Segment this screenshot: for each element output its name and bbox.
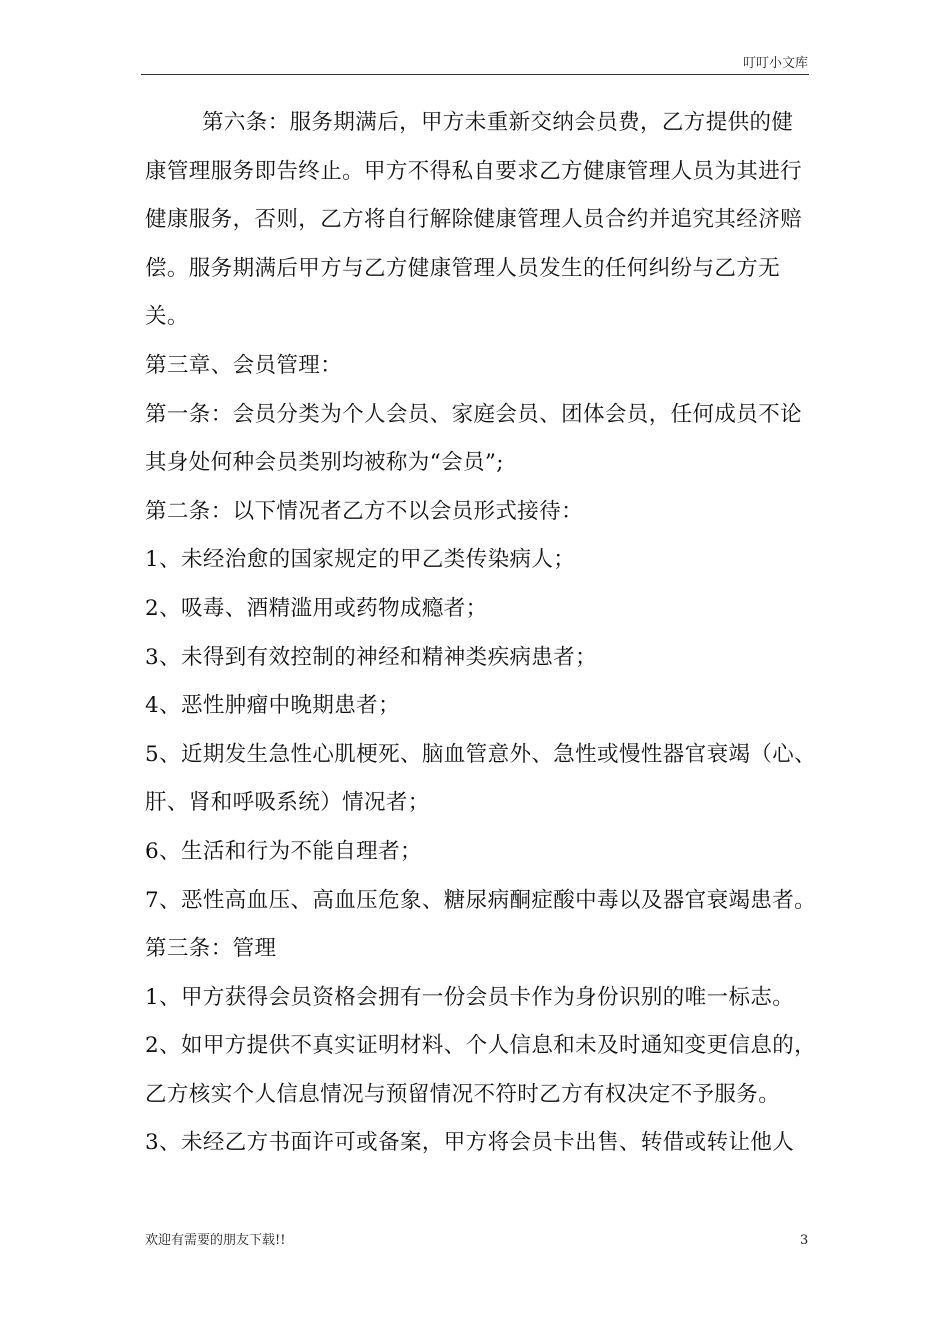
paragraph-line: 康管理服务即告终止。甲方不得私自要求乙方健康管理人员为其进行 xyxy=(145,158,803,184)
header-site-name: 叮叮小文库 xyxy=(742,56,808,71)
footer-note: 欢迎有需要的朋友下载!! xyxy=(145,1233,286,1248)
list-item: 2、如甲方提供不真实证明材料、个人信息和未及时通知变更信息的， xyxy=(145,1033,817,1059)
paragraph-line: 第六条：服务期满后，甲方未重新交纳会员费，乙方提供的健 xyxy=(202,110,794,135)
list-item: 4、恶性肿瘤中晚期患者； xyxy=(145,693,400,719)
header-divider xyxy=(141,74,809,75)
paragraph-line: 关。 xyxy=(145,304,189,330)
document-body xyxy=(145,99,817,1168)
paragraph-line: 第二条：以下情况者乙方不以会员形式接待： xyxy=(145,498,584,524)
list-item: 乙方核实个人信息情况与预留情况不符时乙方有权决定不予服务。 xyxy=(145,1081,781,1107)
paragraph-line: 偿。服务期满后甲方与乙方健康管理人员发生的任何纠纷与乙方无 xyxy=(145,255,781,281)
paragraph-line: 健康服务，否则，乙方将自行解除健康管理人员合约并追究其经济赔 xyxy=(145,207,803,233)
list-item: 3、未得到有效控制的神经和精神类疾病患者； xyxy=(145,644,598,670)
list-item: 1、未经治愈的国家规定的甲乙类传染病人； xyxy=(145,547,576,573)
list-item: 7、恶性高血压、高血压危象、糖尿病酮症酸中毒以及器官衰竭患者。 xyxy=(145,887,817,913)
list-item: 1、甲方获得会员资格会拥有一份会员卡作为身份识别的唯一标志。 xyxy=(145,984,795,1010)
list-item: 3、未经乙方书面许可或备案，甲方将会员卡出售、转借或转让他人 xyxy=(145,1130,795,1156)
paragraph-line: 第一条：会员分类为个人会员、家庭会员、团体会员，任何成员不论 xyxy=(145,401,803,427)
list-item: 肝、肾和呼吸系统）情况者； xyxy=(145,790,430,816)
section-heading: 第三条：管理 xyxy=(145,936,277,962)
list-item: 5、近期发生急性心肌梗死、脑血管意外、急性或慢性器官衰竭（心、 xyxy=(145,741,817,767)
page-number: 3 xyxy=(800,1233,809,1248)
list-item: 6、生活和行为不能自理者； xyxy=(145,838,422,864)
chapter-heading: 第三章、会员管理： xyxy=(145,352,343,378)
list-item: 2、吸毒、酒精滥用或药物成瘾者； xyxy=(145,595,488,621)
paragraph-line: 其身处何种会员类别均被称为“会员”; xyxy=(145,450,504,476)
